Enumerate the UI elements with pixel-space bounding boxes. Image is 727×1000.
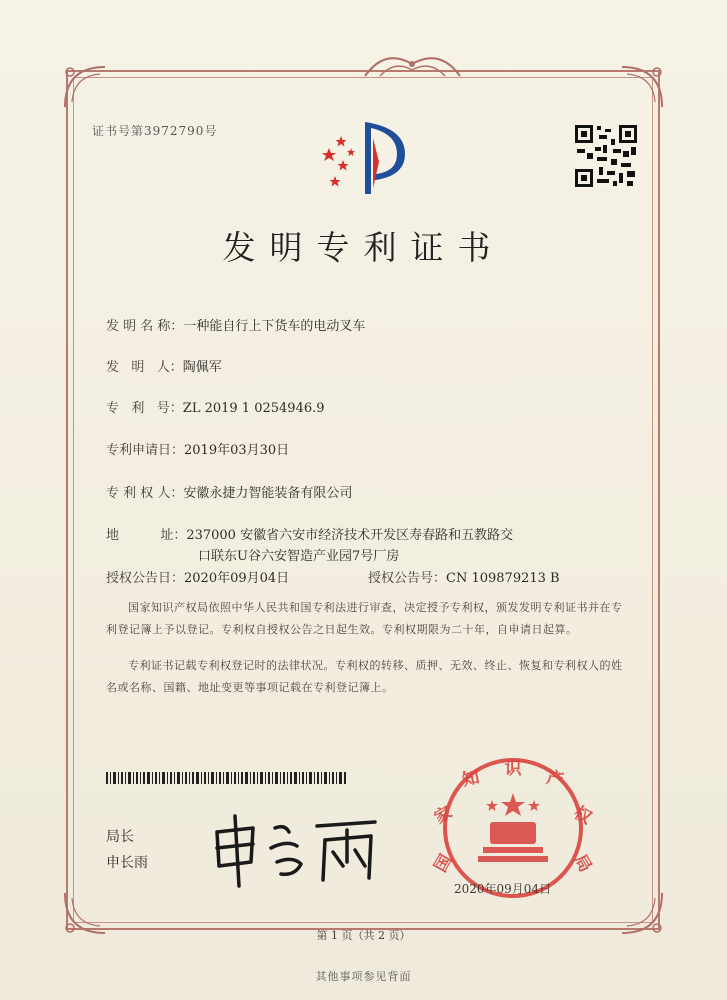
- seal-char: 局: [569, 851, 596, 876]
- field-value: 2020年09月04日: [184, 571, 290, 586]
- field-address-line2: [198, 545, 399, 564]
- field-label: 地 址：: [106, 528, 187, 543]
- field-value: 安徽永捷力智能装备有限公司: [183, 486, 353, 501]
- field-inventor: [106, 356, 222, 375]
- field-value: 237000 安徽省六安市经济技术开发区寿春路和五教路交: [186, 528, 514, 543]
- field-label: 发 明 人：: [106, 360, 183, 375]
- body-paragraph-2: 专利证书记载专利权登记时的法律状况。专利权的转移、质押、无效、终止、恢复和专利权人的姓名或名称、国籍、地址变更等事项记载在专利登记簿上。: [106, 659, 623, 694]
- field-value: 2019年03月30日: [184, 443, 290, 458]
- seal-char: 知: [460, 767, 482, 791]
- footer-note: 其他事项参见背面: [315, 970, 412, 983]
- seal-char: 国: [430, 851, 457, 876]
- qr-code-icon: [573, 123, 639, 189]
- official-seal: [428, 748, 598, 898]
- field-value: 一种能自行上下货车的电动叉车: [183, 319, 366, 334]
- seal-char: 家: [431, 802, 456, 829]
- field-label: 专利申请日：: [106, 443, 185, 458]
- field-patentee: [106, 482, 352, 501]
- field-label: 发 明 名 称：: [106, 319, 184, 334]
- field-value: 陶佩军: [182, 360, 222, 375]
- field-label: 授权公告日：: [106, 571, 185, 586]
- field-patent-number: [106, 397, 325, 416]
- seal-char: 识: [504, 759, 522, 779]
- certificate-title: 发明专利证书: [222, 228, 505, 267]
- certificate-number: 证书号第3972790号: [92, 124, 218, 138]
- handwritten-signature: [205, 810, 395, 890]
- corner-ornament-top-right-icon: [617, 62, 667, 112]
- field-grant-number: [368, 567, 560, 586]
- field-value: 口联东U谷六安智造产业园7号厂房: [198, 549, 400, 564]
- field-label: 授权公告号：: [368, 571, 447, 586]
- director-title: 局长: [106, 829, 134, 845]
- field-grant-date: [106, 567, 289, 586]
- top-ornament-icon: [360, 46, 465, 84]
- patent-office-logo-icon: [315, 118, 415, 198]
- field-label: 专 利 号：: [106, 401, 183, 416]
- body-paragraph-1: 国家知识产权局依照中华人民共和国专利法进行审查，决定授予专利权，颁发发明专利证书并在专利登记簿上予以登记。专利权自授权公告之日起生效。专利权期限为二十年，自申请日起算。: [106, 601, 623, 636]
- corner-ornament-top-left-icon: [60, 62, 110, 112]
- barcode-icon: [106, 772, 346, 784]
- seal-char: 权: [570, 802, 595, 829]
- seal-date: 2020年09月04日: [454, 882, 552, 896]
- field-label: 专 利 权 人：: [106, 486, 184, 501]
- field-invention-name: [106, 315, 365, 334]
- field-value: CN 109879213 B: [446, 571, 560, 586]
- field-value: ZL 2019 1 0254946.9: [182, 401, 325, 416]
- page-number: 第 1 页（共 2 页）: [316, 929, 411, 942]
- field-address: [106, 524, 513, 543]
- seal-char: 产: [544, 767, 566, 791]
- director-name: 申长雨: [106, 855, 148, 871]
- field-filing-date: [106, 439, 289, 458]
